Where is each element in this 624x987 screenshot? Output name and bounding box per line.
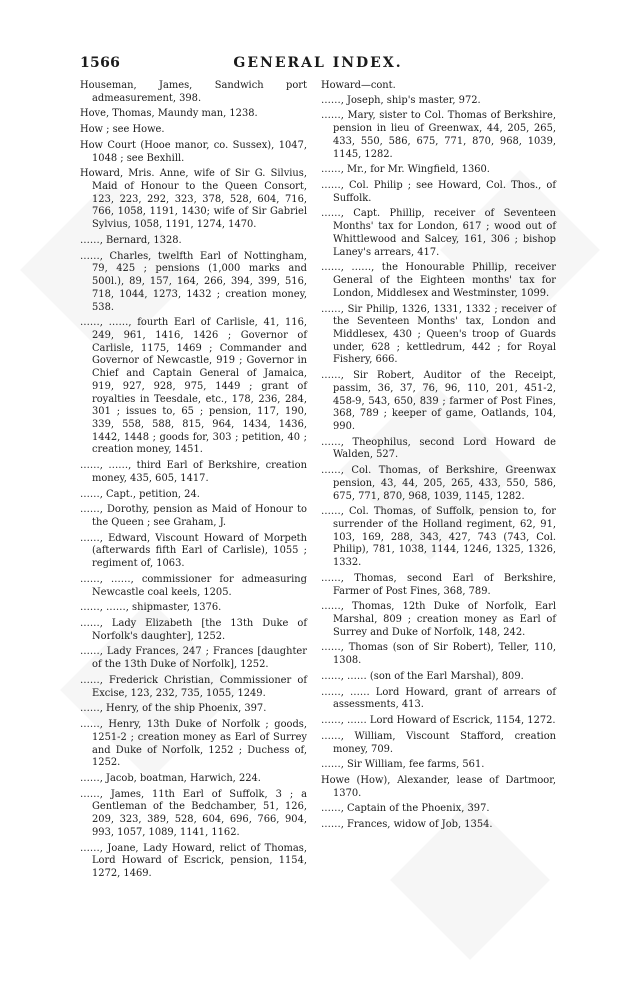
index-entry: ……, Edward, Viscount Howard of Morpeth (afterwards fifth Earl of Carlisle), 1055 ; regiment of, 1063. [80,532,307,570]
index-entry: ……, Bernard, 1328. [80,234,182,246]
index-entry: ……, Sir William, fee farms, 561. [321,759,485,771]
index-entry: ……, Captain of the Phoenix, 397. [321,803,490,815]
index-entry: ……, Frederick Christian, Commissioner of Excise, 123, 232, 735, 1055, 1249. [80,674,307,699]
page-number: 1566 [80,55,121,71]
index-entry: ……, Dorothy, pension as Maid of Honour to the Queen ; see Graham, J. [80,504,307,528]
index-entry: ……, Jacob, boatman, Harwich, 224. [80,772,261,784]
index-entry: ……, Joane, Lady Howard, relict of Thomas, Lord Howard of Escrick, pension, 1154, 1272, 1469. [80,842,307,879]
index-entry: ……, ……, third Earl of Berkshire, creation money, 435, 605, 1417. [80,460,307,484]
index-entry: Howe (How), Alexander, lease of Dartmoor, 1370. [321,774,556,799]
index-entry: ……, Col. Thomas, of Suffolk, pension to, for surrender of the Holland regiment, 62, 91, 103, 169, 288, 343, 427, 743 (743, Col. Philip), 781, 1038, 1144, 1246, 1325, 1326, 1332. [321,506,556,569]
index-entry: ……, Col. Thomas, of Berkshire, Greenwax pension, 43, 44, 205, 265, 433, 550, 586, 675, 771, 870, 968, 1039, 1145, 1282. [321,465,556,502]
index-entry: ……, Capt. Phillip, receiver of Seventeen Months' tax for London, 617 ; wood out of Whittlewood and Salcey, 161, 306 ; bishop Laney's arrears, 417. [321,208,556,258]
index-entry: ……, Henry, 13th Duke of Norfolk ; goods, 1251-2 ; creation money as Earl of Surrey and Duke of Norfolk, 1252 ; Duchess of, 1252. [80,719,307,769]
index-entry: Howard, Mris. Anne, wife of Sir G. Silvius, Maid of Honour to the Queen Consort, 123, 223, 292, 323, 378, 528, 604, 716, 766, 1058, 1191, 1430; wife of Sir Gabriel Sylvius, 1058, 1191, 1274, 1470. [80,168,307,231]
page-title: GENERAL INDEX. [233,55,403,71]
index-entry: ……, ……, the Honourable Phillip, receiver General of the Eighteen months' tax for London, Middlesex and Westminster, 1099. [321,262,556,299]
index-entry: ……, ……, shipmaster, 1376. [80,602,222,614]
index-entry: ……, Sir Robert, Auditor of the Receipt, passim, 36, 37, 76, 96, 110, 201, 451-2, 458-9, 543, 650, 839 ; farmer of Post Fines, 368, 789 ; keeper of game, Oatlands, 104, 990. [321,370,556,432]
index-entry: ……, Thomas, 12th Duke of Norfolk, Earl Marshal, 809 ; creation money as Earl of Surrey and Duke of Norfolk, 148, 242. [321,601,556,638]
index-entry: ……, Col. Philip ; see Howard, Col. Thos., of Suffolk. [321,180,556,204]
page-header [80,55,556,75]
index-entry: ……, …… Lord Howard, grant of arrears of assessments, 413. [321,686,556,711]
index-entry: ……, Mr., for Mr. Wingfield, 1360. [321,164,490,176]
index-column-left [80,80,307,884]
index-entry: ……, Thomas, second Earl of Berkshire, Farmer of Post Fines, 368, 789. [321,572,556,597]
index-column-right [321,80,556,835]
index-entry: ……, Charles, twelfth Earl of Nottingham, 79, 425 ; pensions (1,000 marks and 500l.), 89, 157, 164, 266, 394, 399, 516, 718, 1044, 1273, 1432 ; creation money, 538. [80,250,307,313]
index-entry: Houseman, James, Sandwich port admeasurement, 398. [80,80,307,104]
index-entry: ……, Henry, of the ship Phoenix, 397. [80,703,267,715]
index-entry: ……, Lady Elizabeth [the 13th Duke of Norfolk's daughter], 1252. [80,618,307,642]
index-entry: How Court (Hooe manor, co. Sussex), 1047, 1048 ; see Bexhill. [80,139,307,164]
index-entry: ……, Capt., petition, 24. [80,488,200,500]
index-entry: Hove, Thomas, Maundy man, 1238. [80,108,258,120]
index-entry: ……, ……, commissioner for admeasuring Newcastle coal keels, 1205. [80,573,307,598]
index-entry: ……, Lady Frances, 247 ; Frances [daughter of the 13th Duke of Norfolk], 1252. [80,646,307,671]
index-entry: ……, James, 11th Earl of Suffolk, 3 ; a Gentleman of the Bedchamber, 51, 126, 209, 323, 389, 528, 604, 696, 766, 904, 993, 1057, 1089, 1141, 1162. [80,788,307,838]
index-entry: How ; see Howe. [80,124,165,136]
index-entry: ……, …… (son of the Earl Marshal), 809. [321,670,524,682]
index-entry: ……, …… Lord Howard of Escrick, 1154, 1272. [321,715,556,727]
index-entry: ……, Joseph, ship's master, 972. [321,94,481,106]
index-entry: ……, William, Viscount Stafford, creation money, 709. [321,730,556,755]
index-entry: ……, ……, fourth Earl of Carlisle, 41, 116, 249, 961, 1416, 1426 ; Governor of Carlisle, 1175, 1469 ; Commander and Governor of Newcastle, 919 ; Governor in Chief and Captain General of Jamaica, 919, 927, 928, 975, 1449 ; grant of royalties in Teesdale, etc., 178, 236, 284, 301 ; issues to, 65 ; pension, 117, 190, 339, 558, 588, 815, 964, 1434, 1436, 1442, 1448 ; goods for, 303 ; petition, 40 ; creation money, 1451. [80,317,307,456]
index-entry: ……, Theophilus, second Lord Howard de Walden, 527. [321,436,556,461]
index-entry: ……, Frances, widow of Job, 1354. [321,819,493,831]
index-entry: ……, Thomas (son of Sir Robert), Teller, 110, 1308. [321,642,556,667]
index-entry: ……, Mary, sister to Col. Thomas of Berkshire, pension in lieu of Greenwax, 44, 205, 265, 433, 550, 586, 675, 771, 870, 968, 1039, 1145, 1282. [321,110,556,160]
index-entry: ……, Sir Philip, 1326, 1331, 1332 ; receiver of the Seventeen Months' tax, London and Middlesex, 430 ; Queen's troop of Guards under, 628 ; kettledrum, 442 ; for Royal Fishery, 666. [321,303,556,366]
continued-heading: Howard—cont. [321,80,396,91]
